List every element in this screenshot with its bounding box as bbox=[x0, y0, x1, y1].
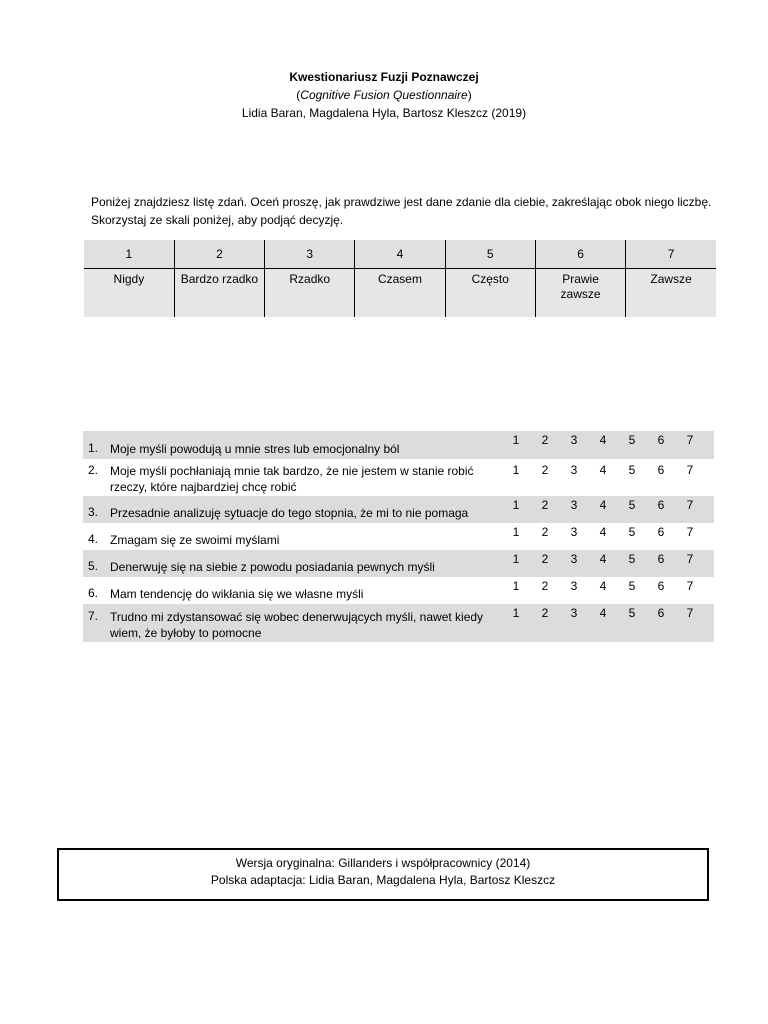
scale-label: Czasem bbox=[355, 269, 445, 318]
rating-option[interactable]: 7 bbox=[686, 525, 694, 539]
rating-option[interactable]: 1 bbox=[512, 579, 520, 593]
item-text: Moje myśli powodują u mnie stres lub emocjonalny ból bbox=[110, 442, 400, 456]
scale-number: 1 bbox=[84, 240, 174, 269]
rating-option[interactable]: 3 bbox=[570, 498, 578, 512]
rating-option[interactable]: 4 bbox=[599, 525, 607, 539]
rating-option[interactable]: 3 bbox=[570, 606, 578, 620]
item-text: Moje myśli pochłaniają mnie tak bardzo, że nie jestem w stanie robić rzeczy, które najbardziej chcę robić bbox=[110, 464, 474, 494]
item-text: Mam tendencję do wikłania się we własne myśli bbox=[110, 587, 364, 601]
item-text: Trudno mi zdystansować się wobec denerwujących myśli, nawet kiedy wiem, że byłoby to pomocne bbox=[110, 610, 484, 640]
rating-option[interactable]: 1 bbox=[512, 552, 520, 566]
instructions-line-1: Poniżej znajdziesz listę zdań. Oceń proszę, jak prawdziwe jest dane zdanie dla ciebie, zakreślając obok niego liczbę. bbox=[91, 195, 712, 209]
rating-option[interactable]: 4 bbox=[599, 433, 607, 447]
rating-option[interactable]: 5 bbox=[628, 606, 636, 620]
rating-option[interactable]: 1 bbox=[512, 525, 520, 539]
scale-number: 6 bbox=[535, 240, 625, 269]
questionnaire-items bbox=[83, 431, 714, 642]
rating-option[interactable]: 6 bbox=[657, 498, 665, 512]
scale-labels-row bbox=[84, 269, 716, 318]
footer-original-version: Wersja oryginalna: Gillanders i współpracownicy (2014) bbox=[235, 856, 531, 870]
document-subtitle-line: (Cognitive Fusion Questionnaire) bbox=[296, 88, 472, 102]
scale-label: Prawie zawsze bbox=[535, 269, 625, 318]
document-subtitle: Cognitive Fusion Questionnaire bbox=[300, 88, 468, 102]
rating-option[interactable]: 6 bbox=[657, 606, 665, 620]
item-number: 3. bbox=[88, 505, 99, 519]
rating-option[interactable]: 1 bbox=[512, 606, 520, 620]
rating-option[interactable]: 3 bbox=[570, 552, 578, 566]
scale-number: 2 bbox=[174, 240, 264, 269]
rating-option[interactable]: 7 bbox=[686, 606, 694, 620]
scale-numbers-row bbox=[84, 240, 716, 269]
item-text: Przesadnie analizuję sytuacje do tego stopnia, że mi to nie pomaga bbox=[110, 506, 469, 520]
rating-option[interactable]: 5 bbox=[628, 579, 636, 593]
rating-option[interactable]: 2 bbox=[541, 525, 549, 539]
rating-option[interactable]: 6 bbox=[657, 579, 665, 593]
instructions bbox=[91, 193, 731, 229]
questionnaire-item bbox=[83, 523, 714, 550]
rating-option[interactable]: 3 bbox=[570, 433, 578, 447]
document-title: Kwestionariusz Fuzji Poznawczej bbox=[289, 70, 479, 84]
questionnaire-item bbox=[83, 550, 714, 577]
questionnaire-item bbox=[83, 604, 714, 642]
rating-option[interactable]: 6 bbox=[657, 552, 665, 566]
rating-option[interactable]: 1 bbox=[512, 463, 520, 477]
footer-box bbox=[57, 848, 709, 901]
rating-option[interactable]: 2 bbox=[541, 579, 549, 593]
scale-number: 3 bbox=[265, 240, 355, 269]
response-scale-table bbox=[84, 240, 716, 317]
item-number: 5. bbox=[88, 559, 99, 573]
scale-label: Bardzo rzadko bbox=[174, 269, 264, 318]
rating-option[interactable]: 5 bbox=[628, 433, 636, 447]
rating-option[interactable]: 1 bbox=[512, 498, 520, 512]
document-header bbox=[0, 68, 768, 122]
rating-option[interactable]: 7 bbox=[686, 463, 694, 477]
scale-label: Często bbox=[445, 269, 535, 318]
rating-option[interactable]: 3 bbox=[570, 525, 578, 539]
rating-option[interactable]: 4 bbox=[599, 552, 607, 566]
scale-label: Zawsze bbox=[626, 269, 716, 318]
scale-label: Nigdy bbox=[84, 269, 174, 318]
rating-option[interactable]: 6 bbox=[657, 433, 665, 447]
rating-option[interactable]: 6 bbox=[657, 463, 665, 477]
rating-option[interactable]: 4 bbox=[599, 606, 607, 620]
rating-option[interactable]: 4 bbox=[599, 498, 607, 512]
rating-option[interactable]: 6 bbox=[657, 525, 665, 539]
rating-option[interactable]: 2 bbox=[541, 606, 549, 620]
rating-option[interactable]: 2 bbox=[541, 433, 549, 447]
rating-option[interactable]: 2 bbox=[541, 552, 549, 566]
document-authors: Lidia Baran, Magdalena Hyla, Bartosz Kleszcz (2019) bbox=[241, 106, 527, 120]
rating-option[interactable]: 5 bbox=[628, 463, 636, 477]
rating-option[interactable]: 1 bbox=[512, 433, 520, 447]
scale-number: 4 bbox=[355, 240, 445, 269]
rating-option[interactable]: 3 bbox=[570, 463, 578, 477]
rating-option[interactable]: 5 bbox=[628, 525, 636, 539]
rating-option[interactable]: 2 bbox=[541, 498, 549, 512]
item-number: 2. bbox=[88, 463, 99, 477]
rating-option[interactable]: 4 bbox=[599, 463, 607, 477]
rating-option[interactable]: 4 bbox=[599, 579, 607, 593]
questionnaire-item bbox=[83, 459, 714, 496]
item-number: 1. bbox=[88, 441, 99, 455]
rating-option[interactable]: 5 bbox=[628, 498, 636, 512]
item-text: Zmagam się ze swoimi myślami bbox=[110, 533, 280, 547]
scale-label: Rzadko bbox=[265, 269, 355, 318]
item-number: 7. bbox=[88, 609, 99, 623]
questionnaire-item bbox=[83, 496, 714, 523]
footer-polish-adaptation: Polska adaptacja: Lidia Baran, Magdalena Hyla, Bartosz Kleszcz bbox=[210, 873, 556, 887]
rating-option[interactable]: 2 bbox=[541, 463, 549, 477]
rating-option[interactable]: 7 bbox=[686, 579, 694, 593]
scale-number: 7 bbox=[626, 240, 716, 269]
questionnaire-item bbox=[83, 577, 714, 604]
instructions-line-2: Skorzystaj ze skali poniżej, aby podjąć decyzję. bbox=[91, 213, 344, 227]
rating-option[interactable]: 7 bbox=[686, 552, 694, 566]
item-number: 6. bbox=[88, 586, 99, 600]
item-text: Denerwuję się na siebie z powodu posiadania pewnych myśli bbox=[110, 560, 435, 574]
questionnaire-item bbox=[83, 431, 714, 459]
rating-option[interactable]: 7 bbox=[686, 433, 694, 447]
rating-option[interactable]: 3 bbox=[570, 579, 578, 593]
scale-number: 5 bbox=[445, 240, 535, 269]
rating-option[interactable]: 5 bbox=[628, 552, 636, 566]
item-number: 4. bbox=[88, 532, 99, 546]
rating-option[interactable]: 7 bbox=[686, 498, 694, 512]
